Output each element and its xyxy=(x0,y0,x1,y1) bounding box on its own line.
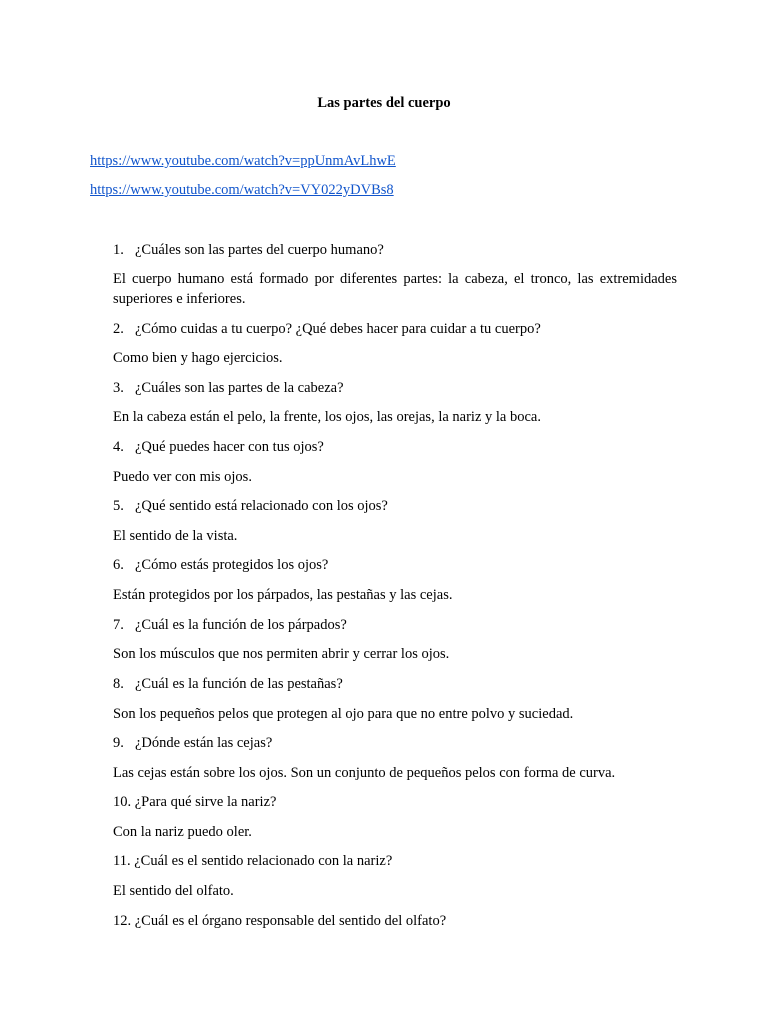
question-label: ¿Para qué sirve la nariz? xyxy=(134,794,277,810)
answer-text-6: Están protegidos por los párpados, las pestañas y las cejas. xyxy=(113,587,453,603)
question-label: ¿Cómo cuidas a tu cuerpo? ¿Qué debes hacer para cuidar a tu cuerpo? xyxy=(135,321,541,337)
question-label: ¿Cuál es el órgano responsable del sentido del olfato? xyxy=(134,913,447,929)
question-text xyxy=(113,792,677,812)
answer-text-11: El sentido del olfato. xyxy=(113,883,234,899)
answer-text-2: Como bien y hago ejercicios. xyxy=(113,350,283,366)
question-item-4 xyxy=(113,437,677,457)
question-number: 5. xyxy=(113,498,124,514)
answer-text-1: El cuerpo humano está formado por diferentes partes: la cabeza, el tronco, las extremidades superiores e inferiores. xyxy=(113,271,677,307)
youtube-link-1[interactable]: https://www.youtube.com/watch?v=ppUnmAvLhwE xyxy=(90,153,396,169)
question-label: ¿Qué sentido está relacionado con los ojos? xyxy=(135,498,388,514)
question-item-2 xyxy=(113,319,677,339)
question-number: 6. xyxy=(113,557,124,573)
document-title: Las partes del cuerpo xyxy=(317,95,451,111)
answer-text-4: Puedo ver con mis ojos. xyxy=(113,469,252,485)
question-text xyxy=(113,378,677,398)
question-number: 3. xyxy=(113,380,124,396)
question-label: ¿Qué puedes hacer con tus ojos? xyxy=(135,439,324,455)
question-item-5 xyxy=(113,496,677,516)
question-label: ¿Dónde están las cejas? xyxy=(135,735,273,751)
question-label: ¿Cómo estás protegidos los ojos? xyxy=(135,557,329,573)
answer-text-9: Las cejas están sobre los ojos. Son un conjunto de pequeños pelos con forma de curva. xyxy=(113,765,616,781)
question-text xyxy=(113,496,677,516)
answer-text-5: El sentido de la vista. xyxy=(113,528,238,544)
question-text xyxy=(113,674,677,694)
question-item-8 xyxy=(113,674,677,694)
question-text xyxy=(113,555,677,575)
answer-text-7: Son los músculos que nos permiten abrir y cerrar los ojos. xyxy=(113,646,450,662)
question-text xyxy=(113,733,677,753)
question-text xyxy=(113,851,677,871)
question-item-7 xyxy=(113,615,677,635)
question-number: 7. xyxy=(113,617,124,633)
question-item-1 xyxy=(113,240,677,260)
question-text xyxy=(113,240,677,260)
question-number: 2. xyxy=(113,321,124,337)
answer-text-8: Son los pequeños pelos que protegen al ojo para que no entre polvo y suciedad. xyxy=(113,706,574,722)
answer-text-10: Con la nariz puedo oler. xyxy=(113,824,252,840)
question-number: 8. xyxy=(113,676,124,692)
question-number: 11. xyxy=(113,853,131,869)
question-item-6 xyxy=(113,555,677,575)
question-item-10 xyxy=(113,792,677,812)
question-text xyxy=(113,911,677,931)
question-number: 10. xyxy=(113,794,132,810)
question-item-9 xyxy=(113,733,677,753)
question-number: 4. xyxy=(113,439,124,455)
question-item-11 xyxy=(113,851,677,871)
question-label: ¿Cuáles son las partes del cuerpo humano? xyxy=(135,242,384,258)
question-text xyxy=(113,615,677,635)
question-text xyxy=(113,437,677,457)
youtube-link-2[interactable]: https://www.youtube.com/watch?v=VY022yDVBs8 xyxy=(90,182,394,198)
question-label: ¿Cuál es la función de las pestañas? xyxy=(135,676,343,692)
question-text xyxy=(113,319,677,339)
answer-text-3: En la cabeza están el pelo, la frente, los ojos, las orejas, la nariz y la boca. xyxy=(113,409,541,425)
question-number: 12. xyxy=(113,913,132,929)
question-label: ¿Cuál es la función de los párpados? xyxy=(135,617,347,633)
question-label: ¿Cuál es el sentido relacionado con la nariz? xyxy=(134,853,393,869)
question-number: 1. xyxy=(113,242,124,258)
question-number: 9. xyxy=(113,735,124,751)
question-label: ¿Cuáles son las partes de la cabeza? xyxy=(135,380,344,396)
question-item-12 xyxy=(113,911,677,931)
question-item-3 xyxy=(113,378,677,398)
